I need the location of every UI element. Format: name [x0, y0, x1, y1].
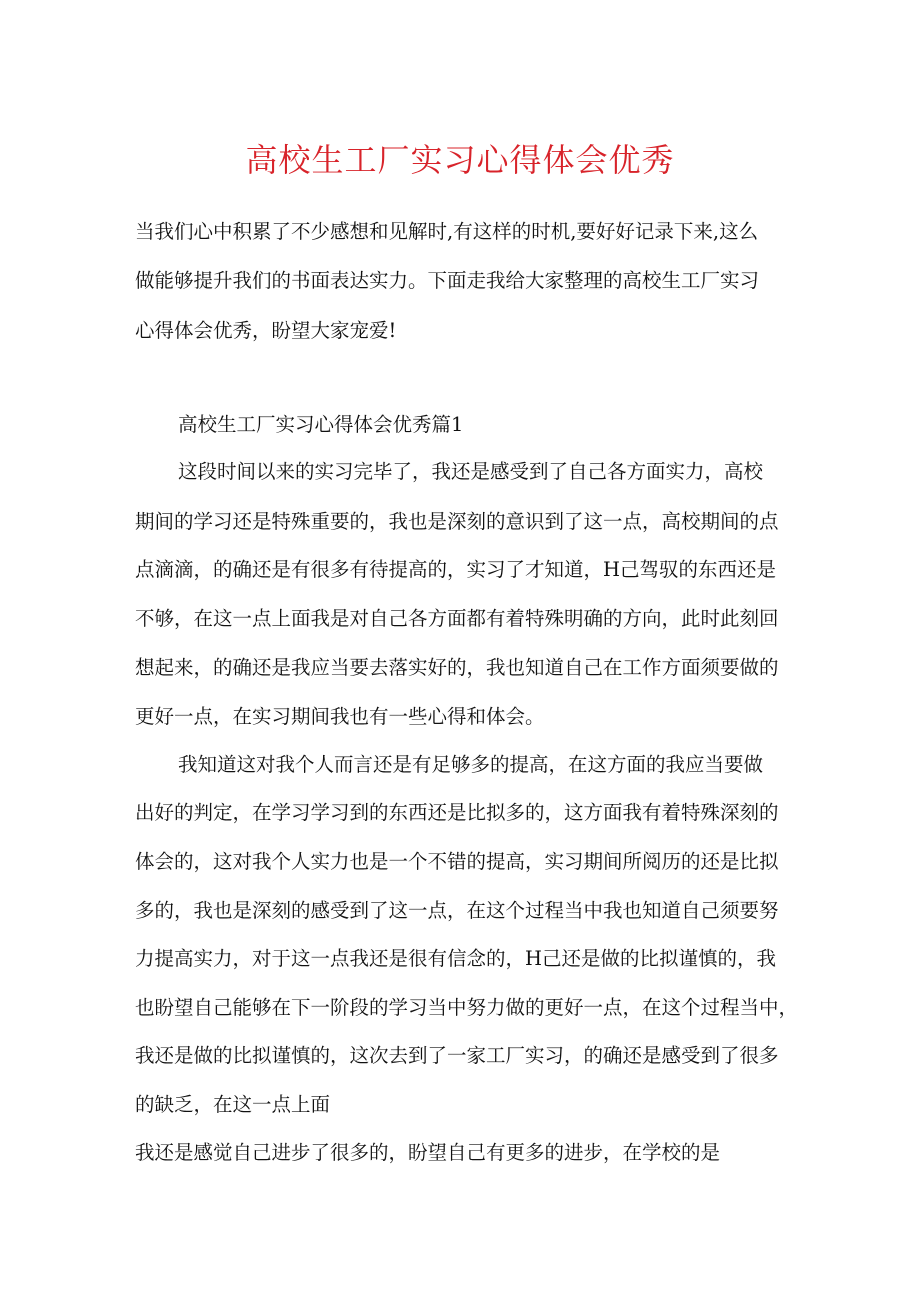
- paragraph-line: 力提高实力，对于这一点我还是很有信念的，H己还是做的比拟谨慎的，我: [135, 947, 777, 970]
- intro-line: 心得体会优秀，盼望大家宠爱!: [135, 319, 397, 342]
- paragraph-line: 体会的，这对我个人实力也是一个不错的提高，实习期间所阅历的还是比拟: [135, 850, 779, 873]
- paragraph-line: 这段时间以来的实习完毕了，我还是感受到了自己各方面实力，高校: [178, 460, 764, 483]
- paragraph-line: 我知道这对我个人而言还是有足够多的提高，在这方面的我应当要做: [178, 753, 764, 776]
- paragraph-line: 也盼望自己能够在下一阶段的学习当中努力做的更好一点，在这个过程当中，: [135, 996, 799, 1019]
- intro-line: 当我们心中积累了不少感想和见解时,有这样的时机,要好好记录下来,这么: [135, 220, 759, 243]
- paragraph-line: 更好一点，在实习期间我也有一些心得和体会。: [135, 705, 545, 728]
- paragraph-line: 我还是感觉自己进步了很多的，盼望自己有更多的进步，在学校的是: [135, 1141, 721, 1164]
- paragraph-line: 想起来，的确还是我应当要去落实好的，我也知道自己在工作方面须要做的: [135, 656, 779, 679]
- paragraph-line: 我还是做的比拟谨慎的，这次去到了一家工厂实习，的确还是感受到了很多: [135, 1044, 779, 1067]
- section-heading: 高校生工厂实习心得体会优秀篇1: [178, 413, 464, 436]
- paragraph-line: 点滴滴，的确还是有很多有待提高的，实习了才知道，H己驾驭的东西还是: [135, 558, 777, 581]
- paragraph-line: 的缺乏，在这一点上面: [135, 1093, 331, 1116]
- paragraph-line: 出好的判定，在学习学习到的东西还是比拟多的，这方面我有着特殊深刻的: [135, 801, 779, 824]
- intro-line: 做能够提升我们的书面表达实力。下面走我给大家整理的高校生工厂实习: [135, 269, 760, 292]
- paragraph-line: 不够，在这一点上面我是对自己各方面都有着特殊明确的方向，此时此刻回: [135, 607, 779, 630]
- paragraph-line: 期间的学习还是特殊重要的，我也是深刻的意识到了这一点，高校期间的点: [135, 510, 779, 533]
- paragraph-line: 多的，我也是深刻的感受到了这一点，在这个过程当中我也知道自己须要努: [135, 899, 779, 922]
- document-title: 高校生工厂实习心得体会优秀: [245, 141, 675, 179]
